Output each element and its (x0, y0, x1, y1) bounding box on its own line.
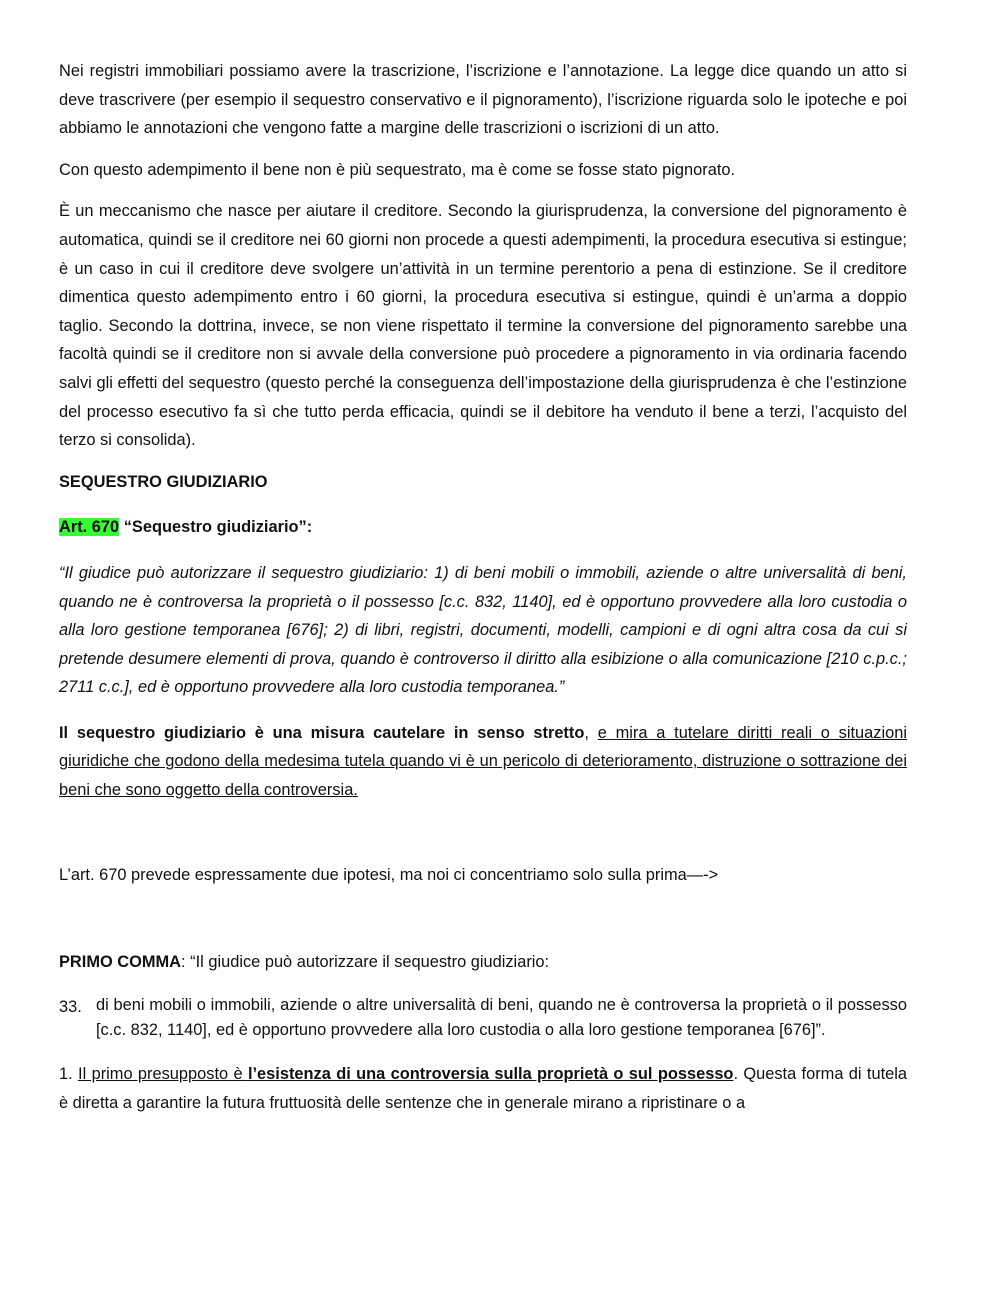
list-item-number: 33. (59, 997, 82, 1016)
presupposto-prefix: 1. (59, 1065, 79, 1084)
paragraph-registri: Nei registri immobiliari possiamo avere la trascrizione, l’iscrizione e l’annotazione. La legge dice quando un atto si deve trascrivere (per esempio il sequestro conservativo e il pignoramento), l’iscrizione riguarda solo le ipoteche e poi abbiamo le annotazioni che vengono fatte a margine delle trascrizioni o iscrizioni di un atto. (59, 62, 907, 138)
definition-underlined: e mira a tutelare diritti reali o situazioni giuridiche che godono della medesima tutela quando vi è un pericolo di deterioramento, distruzione o sottrazione dei beni che sono oggetto della controversia. (59, 723, 907, 800)
paragraph-adempimento: Con questo adempimento il bene non è più sequestrato, ma è come se fosse stato pignorato. (59, 160, 736, 179)
definition-bold: Il sequestro giudiziario è una misura cautelare in senso stretto (59, 723, 585, 742)
presupposto-rest: . Questa forma di tutela è diretta a garantire la futura fruttuosità delle sentenze che in generale mirano a ripristinare o a (59, 1065, 908, 1112)
definition-paragraph (59, 719, 907, 805)
primo-comma-text: : “Il giudice può autorizzare il sequestro giudiziario: (181, 953, 550, 972)
article-title (59, 513, 907, 542)
presupposto-bold-underlined: l’esistenza di una controversia sulla proprietà o sul possesso (247, 1065, 734, 1084)
paragraph-meccanismo: È un meccanismo che nasce per aiutare il creditore. Secondo la giurisprudenza, la conversione del pignoramento è automatica, quindi se il creditore nei 60 giorni non procede a questi adempimenti, la procedura esecutiva si estingue; è un caso in cui il creditore deve svolgere un’attività in un termine perentorio a pena di estinzione. Se il creditore dimentica questo adempimento entro i 60 giorni, la procedura esecutiva si estingue, quindi è un’arma a doppio taglio. Secondo la dottrina, invece, se non viene rispettato il termine la conversione del pignoramento sarebbe una facoltà quindi se il creditore non si avvale della conversione può procedere a pignoramento in via ordinaria facendo salvi gli effetti del sequestro (questo perché la conseguenza dell’impostazione della giurisprudenza è che l’estinzione del processo esecutivo fa sì che tutto perda efficacia, quindi se il debitore ha venduto il bene a terzi, l’acquisto del terzo si consolida). (59, 202, 907, 450)
document-page (59, 57, 907, 1117)
presupposto-paragraph (59, 1060, 907, 1117)
ipotesi-paragraph: L’art. 670 prevede espressamente due ipotesi, ma noi ci concentriamo solo sulla prima—-> (59, 865, 719, 884)
list-item-text: di beni mobili o immobili, aziende o altre universalità di beni, quando ne è controversa la proprietà o il possesso [c.c. 832, 1140], ed è opportuno provvedere alla loro custodia o alla loro gestione temporanea [676]”. (96, 995, 907, 1040)
section-heading: SEQUESTRO GIUDIZIARIO (59, 472, 268, 491)
presupposto-underlined: Il primo presupposto è (78, 1065, 248, 1084)
primo-comma-paragraph (59, 948, 907, 977)
list-item (59, 993, 907, 1044)
definition-comma: , (584, 723, 598, 742)
article-name: “Sequestro giudiziario”: (119, 518, 313, 537)
article-quote: “Il giudice può autorizzare il sequestro giudiziario: 1) di beni mobili o immobili, aziende o altre universalità di beni, quando ne è controversa la proprietà o il possesso [c.c. 832, 1140], ed è opportuno provvedere alla loro custodia o alla loro gestione temporanea [676]; 2) di libri, registri, documenti, modelli, campioni e di ogni altra cosa da cui si pretende desumere elementi di prova, quando è controverso il diritto alla esibizione o alla comunicazione [210 c.p.c.; 2711 c.c.], ed è opportuno provvedere alla loro custodia temporanea.” (59, 563, 907, 697)
article-number-highlight: Art. 670 (59, 518, 120, 537)
primo-comma-label: PRIMO COMMA (59, 953, 182, 972)
